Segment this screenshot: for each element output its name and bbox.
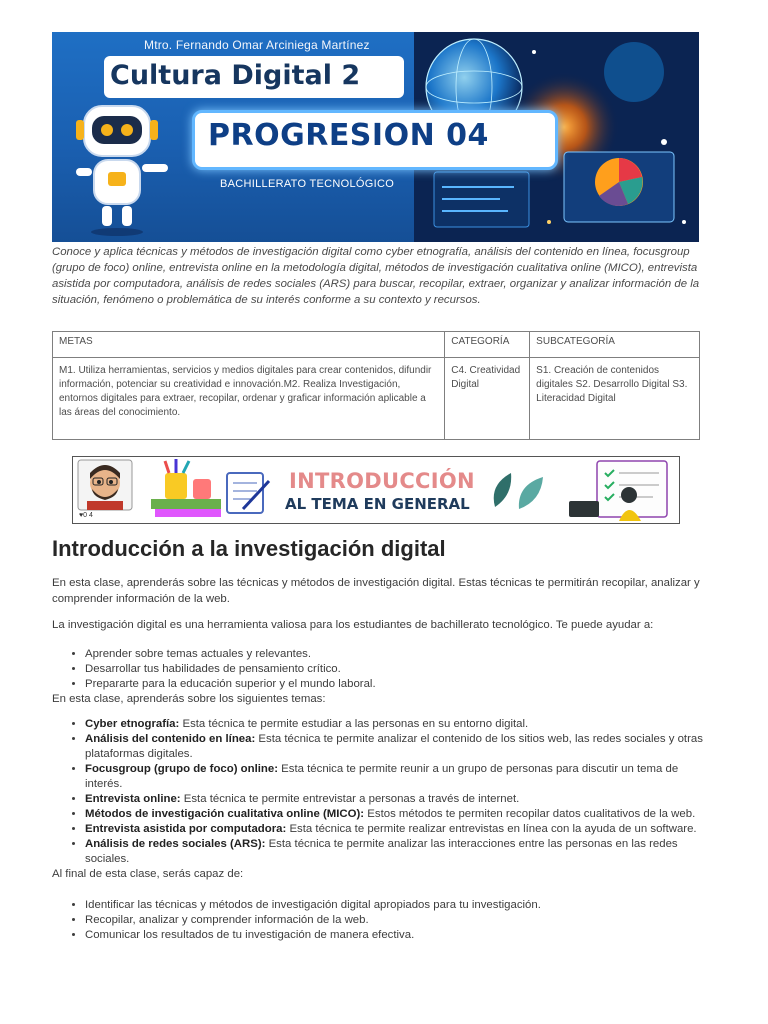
cell-subcategoria: S1. Creación de contenidos digitales S2. Desarrollo Digital S3. Literacidad Digital bbox=[530, 358, 700, 440]
topic-term: Análisis de redes sociales (ARS): bbox=[85, 838, 266, 850]
table-header-row bbox=[53, 332, 700, 358]
introduction-banner bbox=[72, 456, 680, 524]
list-item bbox=[85, 792, 712, 807]
topics-list bbox=[52, 717, 712, 867]
topic-description: Esta técnica te permite analizar el contenido de los sitios web, las redes sociales y otras plataformas digitales. bbox=[85, 733, 703, 760]
checklist-illustration bbox=[567, 459, 675, 521]
topic-description: Estos métodos te permiten recopilar datos cualitativos de la web. bbox=[364, 808, 696, 820]
avatar bbox=[77, 459, 133, 511]
header-subcategoria: SUBCATEGORÍA bbox=[530, 332, 700, 358]
topic-term: Cyber etnografía: bbox=[85, 718, 180, 730]
intro-banner-title: INTRODUCCIÓN bbox=[289, 469, 475, 493]
topic-description: Esta técnica te permite reunir a un grupo de personas para discutir un tema de interés. bbox=[85, 763, 679, 790]
leaf-icon bbox=[487, 471, 547, 511]
list-item bbox=[85, 807, 712, 822]
likes-count: ♥0 4 bbox=[79, 512, 93, 519]
header-categoria: CATEGORÍA bbox=[445, 332, 530, 358]
list-item bbox=[85, 762, 712, 792]
list-item: • Aprender sobre temas actuales y relevantes. bbox=[85, 647, 712, 662]
list-item bbox=[85, 822, 712, 837]
topic-description: Esta técnica te permite analizar las interacciones entre las personas en las redes sociales. bbox=[85, 838, 678, 865]
topic-description: Esta técnica te permite entrevistar a personas a través de internet. bbox=[180, 793, 520, 805]
course-title: Cultura Digital 2 bbox=[110, 60, 361, 91]
topic-term: Análisis del contenido en línea: bbox=[85, 733, 256, 745]
topic-description: Esta técnica te permite estudiar a las personas en su entorno digital. bbox=[179, 718, 529, 730]
list-item bbox=[85, 732, 712, 762]
progression-label: PROGRESION 04 bbox=[208, 118, 489, 153]
header-metas: METAS bbox=[53, 332, 445, 358]
topic-term: Entrevista online: bbox=[85, 793, 181, 805]
goals-table bbox=[52, 331, 700, 440]
paragraph-3: En esta clase, aprenderás sobre los siguientes temas: bbox=[52, 692, 326, 705]
course-banner bbox=[52, 32, 699, 242]
table-row bbox=[53, 358, 700, 440]
topic-description: Esta técnica te permite realizar entrevistas en línea con la ayuda de un software. bbox=[286, 823, 697, 835]
intro-banner-subtitle: AL TEMA EN GENERAL bbox=[285, 495, 470, 513]
robot-illustration bbox=[62, 98, 172, 238]
topic-term: Entrevista asistida por computadora: bbox=[85, 823, 287, 835]
topic-term: Focusgroup (grupo de foco) online: bbox=[85, 763, 278, 775]
benefits-list bbox=[52, 647, 712, 692]
list-item: • Desarrollar tus habilidades de pensamiento crítico. bbox=[85, 662, 712, 677]
outcomes-list bbox=[52, 898, 712, 943]
list-item: • Comunicar los resultados de tu investigación de manera efectiva. bbox=[85, 928, 712, 943]
art-supplies-icon bbox=[143, 459, 273, 521]
paragraph-2: La investigación digital es una herramienta valiosa para los estudiantes de bachillerato tecnológico. Te puede ayudar a: bbox=[52, 619, 654, 631]
cell-metas: M1. Utiliza herramientas, servicios y medios digitales para crear contenidos, difundir información, potenciar su creatividad e innovación.M2. Realiza Investigación, entornos digitales para extraer, recopilar, ordenar y graficar información aplicable a las áreas del conocimiento. bbox=[53, 358, 445, 440]
list-item: • Recopilar, analizar y comprender información de la web. bbox=[85, 913, 712, 928]
topic-term: Métodos de investigación cualitativa online (MICO): bbox=[85, 808, 365, 820]
main-content bbox=[52, 536, 712, 943]
paragraph-1: En esta clase, aprenderás sobre las técnicas y métodos de investigación digital. Estas técnicas te permitirán recopilar, analizar y comprender información de la web. bbox=[52, 577, 700, 605]
progression-description: Conoce y aplica técnicas y métodos de investigación digital como cyber etnografía, análisis del contenido en línea, focusgroup (grupo de foco) online, entrevista online en la metodología digital, métodos de investigación cualitativa online (MICO), entrevista asistida por computadora, análisis de redes sociales (ARS) para buscar, recopilar, extraer, organizar y analizar información de la situación, fenómeno o problemática de su interés conforme a su contexto y recursos. bbox=[52, 246, 700, 306]
cell-categoria: C4. Creatividad Digital bbox=[445, 358, 530, 440]
section-heading: Introducción a la investigación digital bbox=[52, 536, 446, 561]
banner-subtitle: BACHILLERATO TECNOLÓGICO bbox=[220, 178, 395, 190]
paragraph-4: Al final de esta clase, serás capaz de: bbox=[52, 868, 244, 880]
list-item bbox=[85, 837, 712, 867]
list-item: • Prepararte para la educación superior y el mundo laboral. bbox=[85, 677, 712, 692]
author-name: Mtro. Fernando Omar Arciniega Martínez bbox=[144, 38, 370, 52]
list-item bbox=[85, 717, 712, 732]
list-item: • Identificar las técnicas y métodos de investigación digital apropiados para tu investigación. bbox=[85, 898, 712, 913]
